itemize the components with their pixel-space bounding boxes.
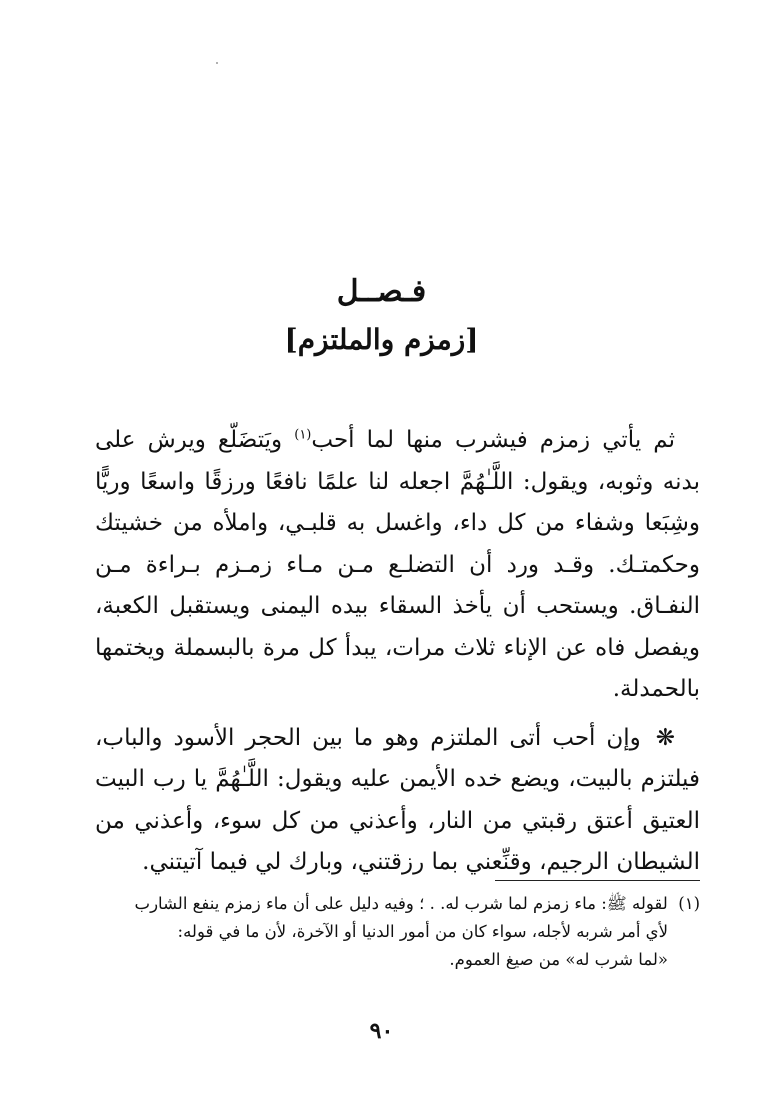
footnote-line-3: «لما شرب له» من صيغ العموم.: [449, 950, 668, 969]
paragraph-2-text: وإن أحب أتى الملتزم وهو ما بين الحجر الأسود والباب، فيلتزم بالبيت، ويضع خده الأيمن عليه ويقول: اللَّـٰهُمَّ يا رب البيت العتيق أعتق رقبتي من النار، وأعذني من كل سوء، وأعذني من الشيطان الرجيم، وقنِّعني بما رزقتني، وبارك لي فيما آتيتني.: [95, 724, 700, 875]
paragraph-1-start: ثم يأتي زمزم فيشرب منها لما أحب: [311, 427, 675, 453]
asterism-icon: ❋: [655, 724, 676, 751]
body-text: [95, 420, 700, 884]
paragraph-1: [95, 420, 700, 711]
footnote-line-1: [95, 890, 700, 918]
footnote-reference: (١): [294, 427, 312, 443]
page-number: ٩٠: [369, 1018, 394, 1044]
section-title: فـصــل: [336, 274, 427, 309]
footnote: [95, 890, 700, 974]
footnote-marker: (١): [678, 894, 700, 913]
section-subtitle: [زمزم والملتزم]: [284, 323, 479, 356]
footnote-line-1-text: لقوله ﷺ: ماء زمزم لما شرب له. . ؛ وفيه دليل على أن ماء زمزم ينفع الشارب: [134, 894, 668, 913]
footnote-line-2: لأي أمر شربه لأجله، سواء كان من أمور الدنيا أو الآخرة، لأن ما في قوله:: [177, 922, 668, 941]
page-speck: [216, 62, 218, 64]
footnote-separator: [495, 880, 700, 881]
paragraph-1-rest: ويَتضَلّع ويرش على بدنه وثوبه، ويقول: اللَّـٰهُمَّ اجعله لنا علمًا نافعًا ورزقًا واسعًا وريًّا وشِبَعا وشفاء من كل داء، واغسل به قلبـي، واملأه من خشيتك وحكمتـك. وقـد ورد أن التضلـع مـن مـاء زمـزم بـراءة مـن النفـاق. ويستحب أن يأخذ السقاء بيده اليمنى ويستقبل الكعبة، ويفصل فاه عن الإناء ثلاث مرات، يبدأ كل مرة بالبسملة ويختمها بالحمدلة.: [95, 427, 700, 702]
paragraph-2: [95, 718, 700, 884]
